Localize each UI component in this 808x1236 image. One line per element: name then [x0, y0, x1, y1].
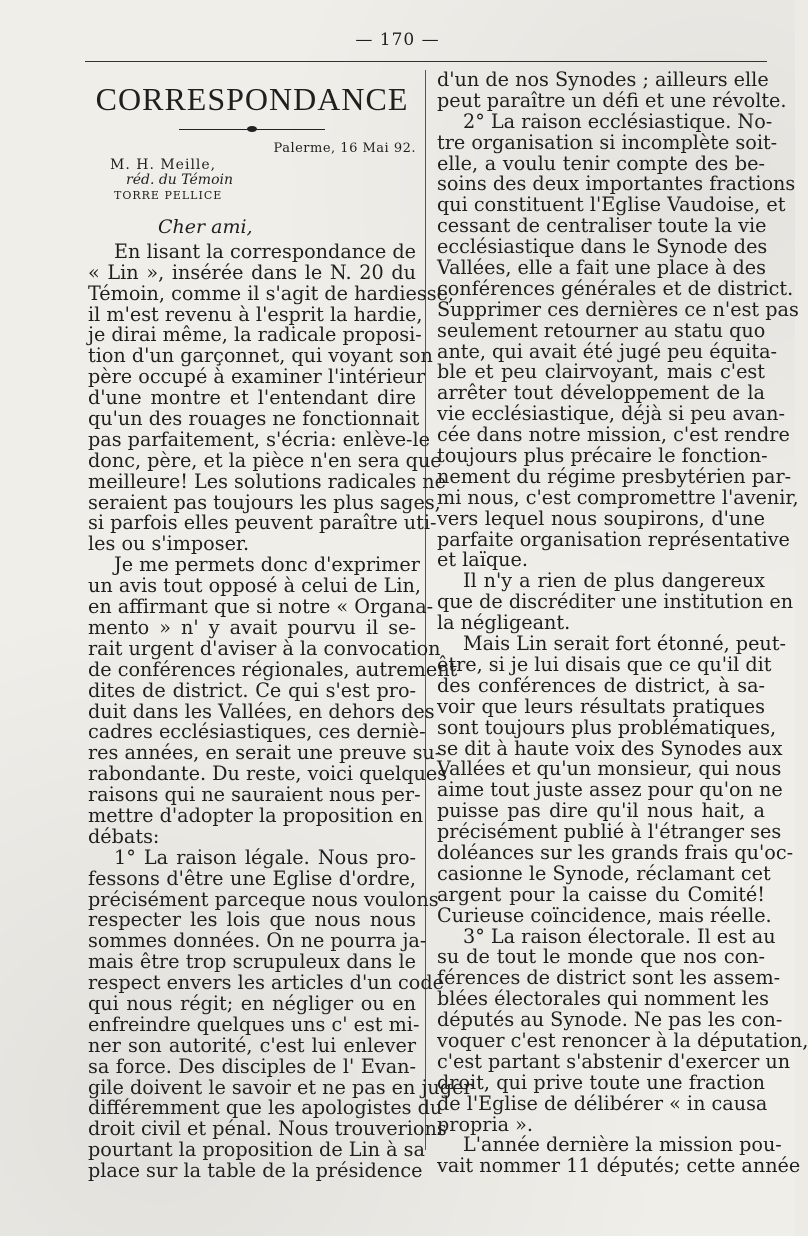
left-text-line: un avis tout opposé à celui de Lin,: [88, 574, 422, 598]
left-text-line: ner son autorité, c'est lui enlever: [88, 1033, 416, 1057]
left-text-line: sommes données. On ne pourra ja-: [88, 929, 427, 953]
right-text-line: voquer c'est renoncer à la députation,: [437, 1028, 808, 1052]
left-text-line: si parfois elles peuvent paraître uti-: [88, 511, 437, 535]
right-text-line: des conférences de district, à sa-: [437, 673, 765, 697]
right-text-line: précisément publié à l'étranger ses: [437, 820, 782, 844]
right-text-line: la négligeant.: [437, 611, 571, 635]
right-text-line: arrêter tout développement de la: [437, 381, 765, 405]
left-text-line: duit dans les Vallées, en dehors des: [88, 699, 435, 723]
left-text-line: respecter les lois que nous nous: [88, 908, 416, 932]
right-text-line: et laïque.: [437, 548, 528, 572]
right-text-line: ecclésiastique dans le Synode des: [437, 235, 768, 259]
left-text-line: rabondante. Du reste, voici quelques: [88, 762, 448, 786]
left-text-line: donc, père, et la pièce n'en sera que: [88, 448, 442, 472]
left-text-line: il m'est revenu à l'esprit la hardie,: [88, 302, 423, 326]
right-text-line: Curieuse coïncidence, mais réelle.: [437, 903, 772, 927]
right-text-line: conférences générales et de district.: [437, 276, 794, 300]
left-text-line: père occupé à examiner l'intérieur: [88, 365, 426, 389]
left-text-line: tion d'un garçonnet, qui voyant son: [88, 344, 433, 368]
right-text-line: Supprimer ces dernières ce n'est pas: [437, 297, 799, 321]
left-text-line: les ou s'imposer.: [88, 532, 250, 556]
address-line-1: M. H. Meille,: [110, 157, 217, 173]
right-text-line: Il n'y a rien de plus dangereux: [463, 569, 765, 593]
right-text-line: que de discréditer une institution en: [437, 590, 794, 614]
left-text-line: en affirmant que si notre « Organa-: [88, 595, 434, 619]
right-text-line: sont toujours plus problématiques,: [437, 715, 777, 739]
left-text-line: raisons qui ne sauraient nous per-: [88, 783, 421, 807]
left-text-line: qu'un des rouages ne fonctionnait: [88, 407, 420, 431]
left-text-line: mais être trop scrupuleux dans le: [88, 950, 416, 974]
left-text-line: fessons d'être une Eglise d'ordre,: [88, 866, 416, 890]
right-text-line: vers lequel nous soupirons, d'une: [437, 506, 765, 530]
left-text-line: mento » n' y avait pourvu il se-: [88, 615, 416, 639]
right-column: [437, 68, 808, 1178]
left-text-line: rait urgent d'aviser à la convocation: [88, 636, 441, 660]
address-line-3: TORRE PELLICE: [114, 189, 223, 202]
title-ornament: [88, 118, 416, 140]
right-text-line: c'est partant s'abstenir d'exercer un: [437, 1049, 791, 1073]
left-text-line: droit civil et pénal. Nous trouverions: [88, 1117, 447, 1141]
left-text-line: de conférences régionales, autrement: [88, 657, 458, 681]
right-body-text: [437, 68, 808, 1178]
address-line-2: réd. du Témoin: [126, 172, 234, 188]
right-text-line: propria ».: [437, 1112, 533, 1136]
right-text-line: ble et peu clairvoyant, mais c'est: [437, 360, 765, 384]
right-text-line: Vallées, elle a fait une place à des: [437, 256, 766, 280]
left-text-line: seraient pas toujours les plus sages,: [88, 490, 441, 514]
left-text-line: différemment que les apologistes du: [88, 1096, 443, 1120]
right-text-line: Mais Lin serait fort étonné, peut-: [463, 632, 786, 656]
page-number: — 170 —: [355, 30, 440, 50]
right-text-line: soins des deux importantes fractions: [437, 172, 796, 196]
left-text-line: res années, en serait une preuve su-: [88, 741, 442, 765]
left-text-line: d'une montre et l'entendant dire: [88, 386, 416, 410]
right-text-line: blées électorales qui nomment les: [437, 987, 770, 1011]
left-text-line: précisément parceque nous voulons: [88, 887, 439, 911]
right-text-line: L'année dernière la mission pou-: [463, 1133, 782, 1157]
right-text-line: de l'Eglise de délibérer « in causa: [437, 1091, 768, 1115]
right-text-line: elle, a voulu tenir compte des be-: [437, 151, 765, 175]
right-text-line: parfaite organisation représentative: [437, 527, 790, 551]
left-text-line: meilleure! Les solutions radicales ne: [88, 469, 447, 493]
left-text-line: cadres ecclésiastiques, ces derniè-: [88, 720, 426, 744]
left-text-line: enfreindre quelques uns c' est mi-: [88, 1012, 420, 1036]
left-text-line: « Lin », insérée dans le N. 20 du: [88, 260, 416, 284]
right-text-line: Vallées et qu'un monsieur, qui nous: [437, 757, 782, 781]
greeting: Cher ami,: [158, 216, 253, 238]
right-text-line: droit, qui prive toute une fraction: [437, 1070, 765, 1094]
left-text-line: je dirai même, la radicale proposi-: [88, 323, 422, 347]
left-text-line: pourtant la proposition de Lin à sa: [88, 1138, 425, 1162]
right-text-line: peut paraître un défi et une révolte.: [437, 88, 787, 112]
right-text-line: férences de district sont les assem-: [437, 966, 781, 990]
left-text-line: gile doivent le savoir et ne pas en juger: [88, 1075, 473, 1099]
right-text-line: ante, qui avait été jugé peu équita-: [437, 339, 778, 363]
right-text-line: vait nommer 11 députés; cette année: [437, 1154, 801, 1178]
left-text-line: Je me permets donc d'exprimer: [114, 553, 420, 577]
right-text-line: tre organisation si incomplète soit-: [437, 130, 778, 154]
right-text-line: députés au Synode. Ne pas les con-: [437, 1008, 783, 1032]
left-text-line: dites de district. Ce qui s'est pro-: [88, 678, 416, 702]
right-text-line: puisse pas dire qu'il nous hait, a: [437, 799, 765, 823]
right-text-line: être, si je lui disais que ce qu'il dit: [437, 652, 772, 676]
article-title: CORRESPONDANCE: [95, 81, 409, 117]
left-text-line: respect envers les articles d'un code: [88, 971, 444, 995]
left-column: [88, 70, 473, 1183]
right-text-line: su de tout le monde que nos con-: [437, 945, 765, 969]
right-text-line: doléances sur les grands frais qu'oc-: [437, 840, 794, 864]
left-text-line: pas parfaitement, s'écria: enlève-le: [88, 427, 431, 451]
right-text-line: se dit à haute voix des Synodes aux: [437, 736, 783, 760]
left-text-line: place sur la table de la présidence: [88, 1159, 423, 1183]
dateline: Palerme, 16 Mai 92.: [273, 141, 416, 156]
right-text-line: 3° La raison électorale. Il est au: [463, 924, 776, 948]
right-text-line: toujours plus précaire le fonction-: [437, 444, 768, 468]
right-text-line: nement du régime presbytérien par-: [437, 464, 792, 488]
right-text-line: d'un de nos Synodes ; ailleurs elle: [437, 68, 769, 91]
left-text-line: 1° La raison légale. Nous pro-: [114, 845, 416, 869]
left-text-line: mettre d'adopter la proposition en: [88, 803, 424, 827]
right-text-line: aime tout juste assez pour qu'on ne: [437, 778, 783, 802]
right-text-line: argent pour la caisse du Comité!: [437, 882, 765, 906]
right-text-line: vie ecclésiastique, déjà si peu avan-: [437, 402, 785, 426]
right-text-line: mi nous, c'est compromettre l'avenir,: [437, 485, 799, 509]
right-text-line: cessant de centraliser toute la vie: [437, 214, 767, 238]
left-text-line: qui nous régit; en négliger ou en: [88, 991, 416, 1015]
left-text-line: débats:: [88, 824, 160, 848]
right-text-line: seulement retourner au statu quo: [437, 318, 766, 342]
left-text-line: Témoin, comme il s'agit de hardiesse,: [88, 281, 455, 305]
recipient-address: [88, 158, 416, 203]
right-text-line: cée dans notre mission, c'est rendre: [437, 423, 790, 447]
header-rule: [85, 61, 767, 62]
right-text-line: 2° La raison ecclésiastique. No-: [463, 109, 773, 133]
right-text-line: voir que leurs résultats pratiques: [437, 694, 765, 718]
left-text-line: En lisant la correspondance de: [114, 239, 416, 263]
left-text-line: sa force. Des disciples de l' Evan-: [88, 1054, 416, 1078]
left-body-text: [88, 239, 473, 1183]
right-text-line: qui constituent l'Eglise Vaudoise, et: [437, 193, 786, 217]
right-text-line: casionne le Synode, réclamant cet: [437, 861, 771, 885]
